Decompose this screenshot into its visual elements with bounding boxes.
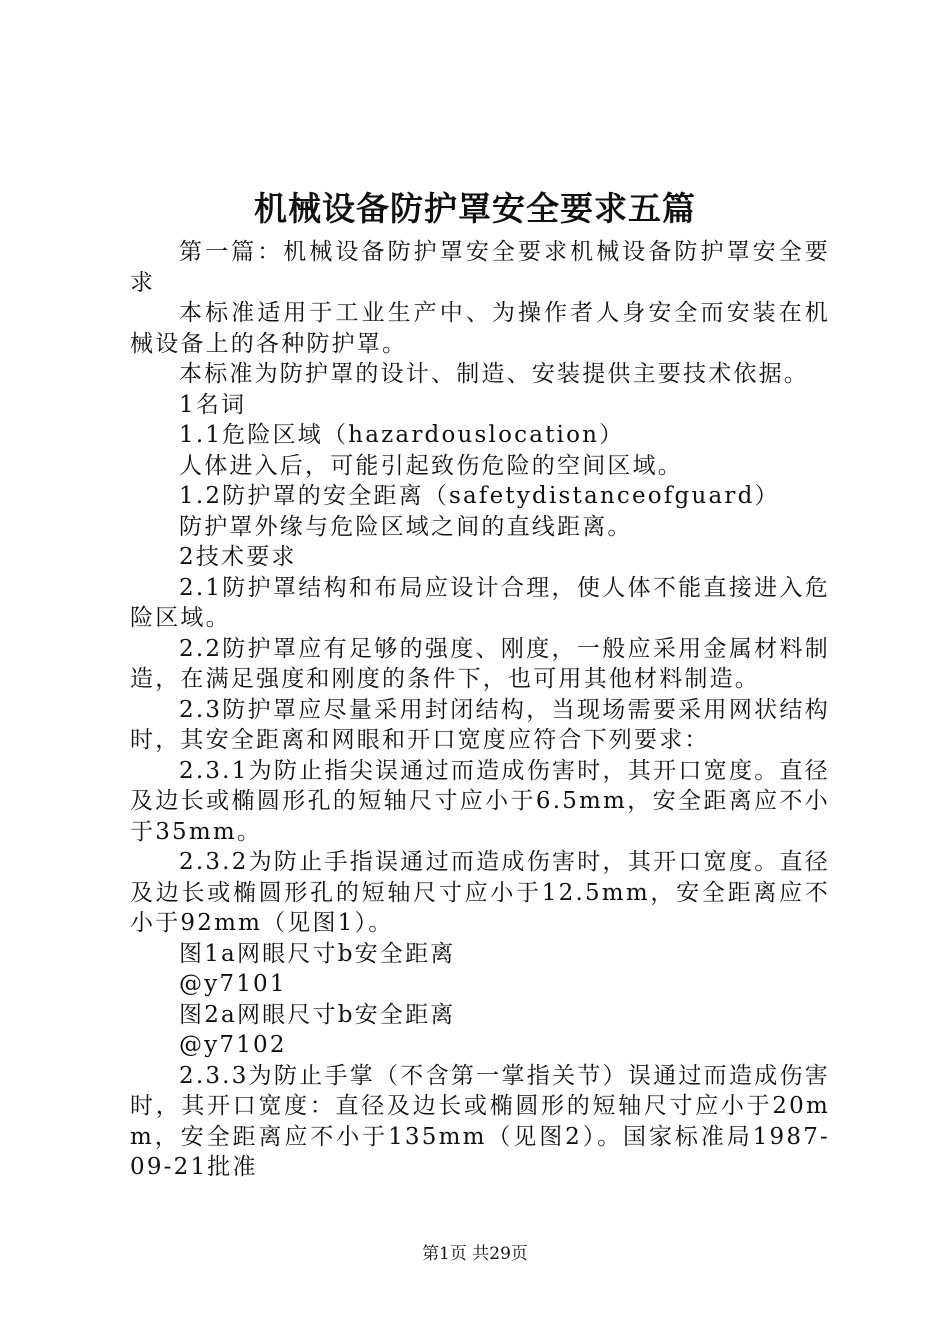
document-body <box>130 237 830 1183</box>
page-footer: 第1页 共29页 <box>422 1244 528 1264</box>
paragraph-scope: 本标准适用于工业生产中、为操作者人身安全而安装在机械设备上的各种防护罩。 <box>130 300 830 357</box>
requirement-2-3-2: 2.3.2为防止手指误通过而造成伤害时，其开口宽度。直径及边长或椭圆形孔的短轴尺寸应小于12.5mm，安全距离应不小于92mm（见图1）。 <box>130 849 830 936</box>
requirement-2-1: 2.1防护罩结构和布局应设计合理，使人体不能直接进入危险区域。 <box>130 574 830 631</box>
figure-caption-2: 图2a网眼尺寸b安全距离 <box>179 1001 456 1028</box>
document-title: 机械设备防护罩安全要求五篇 <box>254 189 696 228</box>
term-definition-safety-distance: 防护罩外缘与危险区域之间的直线距离。 <box>179 513 633 540</box>
term-heading-safety-distance: 1.2防护罩的安全距离（safetydistanceofguard） <box>179 483 780 509</box>
requirement-2-3-1: 2.3.1为防止指尖误通过而造成伤害时，其开口宽度。直径及边长或椭圆形孔的短轴尺寸应小于6.5mm，安全距离应不小于35mm。 <box>130 757 830 845</box>
requirement-2-3: 2.3防护罩应尽量采用封闭结构，当现场需要采用网状结构时，其安全距离和网眼和开口宽度应符合下列要求： <box>130 696 830 753</box>
term-definition-hazardous-location: 人体进入后，可能引起致伤危险的空间区域。 <box>179 452 683 479</box>
figure-placeholder-1: @y7101 <box>179 971 287 997</box>
section-heading-terms: 1名词 <box>179 391 247 418</box>
requirement-2-3-3: 2.3.3为防止手掌（不含第一掌指关节）误通过而造成伤害时，其开口宽度：直径及边长或椭圆形的短轴尺寸应小于20mm，安全距离应不小于135mm（见图2）。国家标准局1987-09-21批准 <box>130 1062 830 1180</box>
paragraph-basis: 本标准为防护罩的设计、制造、安装提供主要技术依据。 <box>179 361 809 387</box>
paragraph-heading-part-one: 第一篇：机械设备防护罩安全要求机械设备防护罩安全要求 <box>130 239 830 296</box>
term-heading-hazardous-location: 1.1危险区域（hazardouslocation） <box>179 422 625 448</box>
section-heading-technical-requirements: 2技术要求 <box>179 544 297 570</box>
requirement-2-2: 2.2防护罩应有足够的强度、刚度，一般应采用金属材料制造，在满足强度和刚度的条件下，也可用其他材料制造。 <box>130 635 830 692</box>
figure-placeholder-2: @y7102 <box>179 1032 287 1058</box>
figure-caption-1: 图1a网眼尺寸b安全距离 <box>179 940 456 967</box>
